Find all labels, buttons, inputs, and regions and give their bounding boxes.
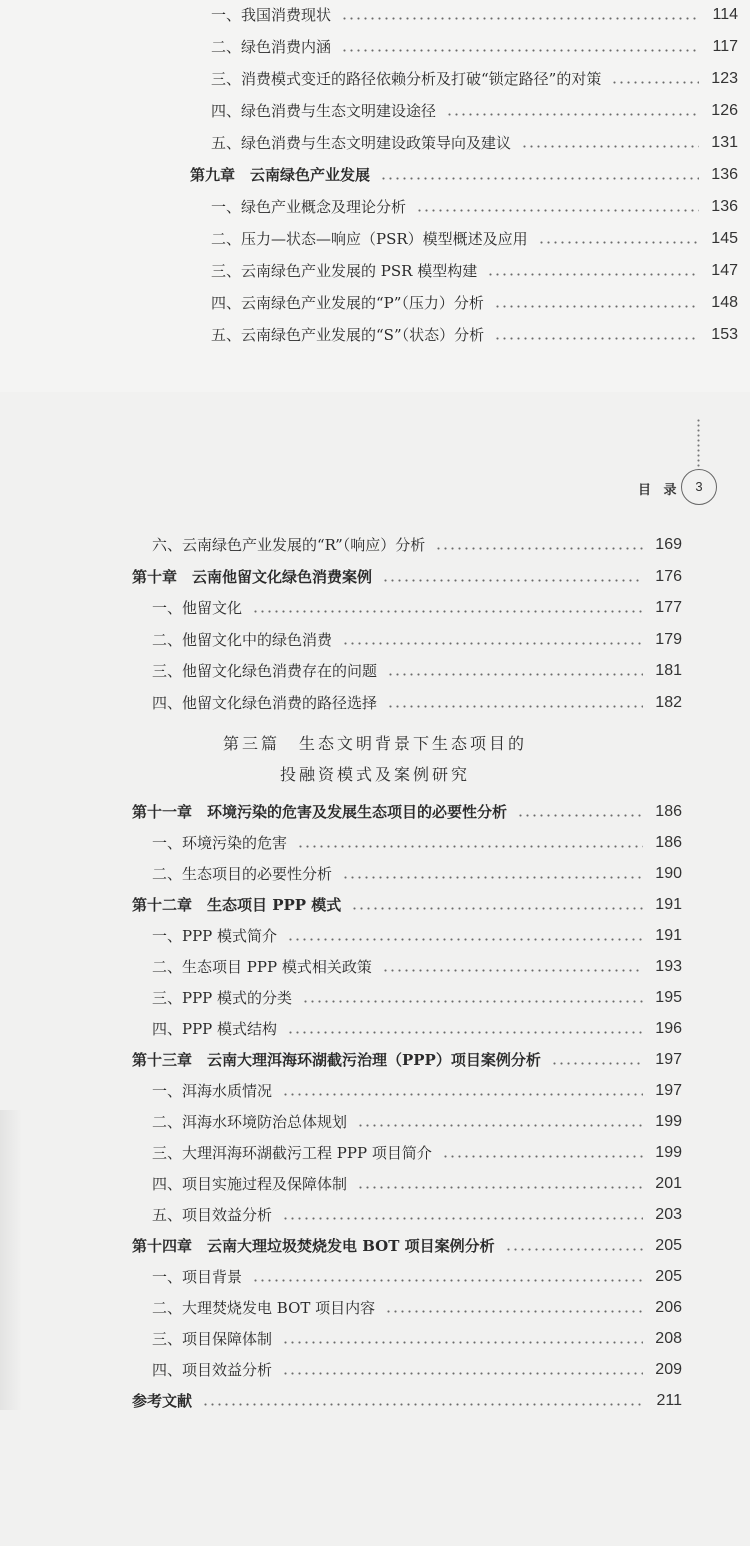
- toc-entry-page: 126: [711, 102, 738, 119]
- toc-entry-page: 193: [655, 958, 682, 975]
- toc-leader-dots: [287, 938, 643, 941]
- toc-entry-page: 177: [655, 599, 682, 616]
- toc-entry-page: 190: [655, 865, 682, 882]
- toc-entry-page: 205: [655, 1237, 682, 1254]
- running-header-label: 目 录: [638, 483, 681, 498]
- toc-section-entry[interactable]: [211, 34, 738, 60]
- toc-entry-title: 一、我国消费现状: [211, 6, 332, 24]
- toc-section-entry[interactable]: [152, 690, 682, 716]
- toc-section-entry[interactable]: [152, 1202, 682, 1228]
- toc-entry-title: 四、项目效益分析: [152, 1361, 273, 1379]
- toc-entry-title: 三、PPP 模式的分类: [152, 989, 293, 1007]
- toc-leader-dots: [342, 876, 643, 879]
- toc-entry-title: 六、云南绿色产业发展的“R”（响应）分析: [152, 536, 426, 554]
- toc-section-entry[interactable]: [211, 2, 738, 28]
- toc-entry-page: 186: [655, 803, 682, 820]
- toc-section-entry[interactable]: [152, 627, 682, 653]
- toc-leader-dots: [487, 273, 699, 276]
- part-title-line-1: 第三篇 生态文明背景下生态项目的: [222, 734, 527, 753]
- toc-entry-page: 136: [711, 198, 738, 215]
- toc-chapter-entry[interactable]: [190, 162, 738, 188]
- toc-entry-page: 203: [655, 1206, 682, 1223]
- toc-leader-dots: [611, 81, 699, 84]
- toc-leader-dots: [342, 642, 643, 645]
- toc-section-entry[interactable]: [152, 1171, 682, 1197]
- toc-entry-title: 一、绿色产业概念及理论分析: [211, 198, 407, 216]
- toc-leader-dots: [505, 1248, 644, 1251]
- toc-leader-dots: [252, 610, 643, 613]
- toc-entry-page: 179: [655, 630, 682, 648]
- toc-entry-page: 197: [655, 1051, 682, 1068]
- toc-entry-title: 一、他留文化: [152, 599, 243, 617]
- toc-entry-title: 二、生态项目的必要性分析: [152, 865, 333, 883]
- toc-leader-dots: [435, 547, 643, 550]
- toc-chapter-entry[interactable]: [132, 1047, 682, 1073]
- toc-entry-page: 148: [711, 294, 738, 311]
- toc-entry-title: 二、绿色消费内涵: [211, 38, 332, 56]
- toc-leader-dots: [282, 1341, 643, 1344]
- toc-section-entry[interactable]: [211, 98, 738, 124]
- toc-section-entry[interactable]: [211, 322, 738, 348]
- toc-entry-page: 211: [656, 1392, 682, 1409]
- toc-entry-page: 136: [711, 166, 738, 183]
- toc-entry-page: 153: [711, 326, 738, 343]
- toc-chapter-entry[interactable]: [132, 564, 682, 590]
- toc-entry-title: 第十三章 云南大理洱海环湖截污治理（PPP）项目案例分析: [132, 1051, 541, 1069]
- toc-leader-dots: [416, 209, 699, 212]
- toc-entry-page: 131: [711, 134, 738, 151]
- toc-section-entry[interactable]: [152, 923, 682, 949]
- toc-entry-page: 114: [712, 6, 738, 23]
- toc-chapter-entry[interactable]: [132, 799, 682, 825]
- toc-entry-title: 五、云南绿色产业发展的“S”（状态）分析: [211, 326, 485, 344]
- toc-section-entry[interactable]: [152, 1140, 682, 1166]
- toc-entry-title: 四、云南绿色产业发展的“P”（压力）分析: [211, 294, 484, 312]
- toc-section-entry[interactable]: [152, 595, 682, 621]
- toc-entry-title: 二、压力—状态—响应（PSR）模型概述及应用: [211, 230, 528, 248]
- toc-entry-page: 191: [655, 896, 682, 913]
- toc-section-entry[interactable]: [211, 194, 738, 220]
- toc-leader-dots: [351, 907, 643, 910]
- part-title-line-2: 投融资模式及案例研究: [279, 765, 470, 784]
- toc-entry-page: 145: [711, 230, 738, 247]
- toc-leader-dots: [382, 579, 643, 582]
- toc-leader-dots: [538, 241, 700, 244]
- toc-section-entry[interactable]: [152, 1016, 682, 1042]
- toc-leader-dots: [387, 673, 643, 676]
- toc-entry-title: 一、项目背景: [152, 1268, 243, 1286]
- toc-chapter-entry[interactable]: [132, 1388, 682, 1414]
- toc-leader-dots: [385, 1310, 643, 1313]
- toc-leader-dots: [282, 1217, 643, 1220]
- toc-entry-page: 208: [655, 1330, 682, 1347]
- toc-leader-dots: [442, 1155, 643, 1158]
- toc-entry-title: 三、消费模式变迁的路径依赖分析及打破“锁定路径”的对策: [211, 70, 602, 88]
- toc-section-entry[interactable]: [211, 258, 738, 284]
- toc-leader-dots: [382, 969, 643, 972]
- toc-entry-page: 191: [655, 927, 682, 944]
- toc-leader-dots: [282, 1372, 643, 1375]
- toc-entry-page: 197: [655, 1082, 682, 1099]
- page-edge-shadow: [0, 1110, 22, 1410]
- toc-leader-dots: [282, 1093, 643, 1096]
- toc-section-entry[interactable]: [152, 830, 682, 856]
- toc-entry-title: 二、他留文化中的绿色消费: [152, 630, 333, 649]
- toc-entry-title: 五、项目效益分析: [152, 1206, 273, 1224]
- toc-entry-page: 199: [655, 1144, 682, 1161]
- toc-entry-page: 147: [711, 262, 738, 279]
- toc-section-entry[interactable]: [152, 532, 682, 558]
- toc-entry-title: 第十四章 云南大理垃圾焚烧发电 BOT 项目案例分析: [132, 1237, 495, 1255]
- toc-entry-title: 四、绿色消费与生态文明建设途径: [211, 102, 437, 120]
- toc-leader-dots: [287, 1031, 643, 1034]
- toc-section-entry[interactable]: [211, 130, 738, 156]
- toc-section-entry[interactable]: [152, 1109, 682, 1135]
- toc-entry-page: 186: [655, 834, 682, 851]
- toc-chapter-entry[interactable]: [132, 892, 682, 918]
- toc-entry-page: 209: [655, 1361, 682, 1378]
- toc-leader-dots: [202, 1403, 644, 1406]
- toc-entry-title: 第十章 云南他留文化绿色消费案例: [132, 567, 373, 586]
- toc-leader-dots: [494, 305, 699, 308]
- toc-entry-page: 176: [655, 567, 682, 585]
- toc-section-entry[interactable]: [152, 1264, 682, 1290]
- toc-leader-dots: [521, 145, 699, 148]
- toc-entry-title: 第九章 云南绿色产业发展: [190, 166, 371, 184]
- toc-section-entry[interactable]: [152, 1357, 682, 1383]
- toc-entry-page: 206: [655, 1299, 682, 1316]
- toc-leader-dots: [357, 1186, 643, 1189]
- toc-section-entry[interactable]: [211, 66, 738, 92]
- toc-entry-title: 五、绿色消费与生态文明建设政策导向及建议: [211, 134, 512, 152]
- toc-entry-title: 二、生态项目 PPP 模式相关政策: [152, 958, 372, 976]
- toc-entry-page: 199: [655, 1113, 682, 1130]
- toc-section-entry[interactable]: [152, 861, 682, 887]
- toc-entry-title: 三、他留文化绿色消费存在的问题: [152, 662, 378, 680]
- toc-chapter-entry[interactable]: [132, 1233, 682, 1259]
- toc-section-entry[interactable]: [211, 226, 738, 252]
- toc-section-entry[interactable]: [152, 985, 682, 1011]
- toc-leader-dots: [252, 1279, 643, 1282]
- toc-leader-dots: [446, 113, 699, 116]
- toc-entry-title: 三、云南绿色产业发展的 PSR 模型构建: [211, 262, 478, 280]
- toc-leader-dots: [297, 845, 643, 848]
- toc-leader-dots: [494, 337, 699, 340]
- toc-leader-dots: [387, 705, 643, 708]
- toc-entry-page: 182: [655, 693, 682, 711]
- toc-entry-page: 169: [655, 536, 682, 553]
- toc-leader-dots: [341, 17, 700, 20]
- toc-entry-title: 三、大理洱海环湖截污工程 PPP 项目简介: [152, 1144, 432, 1162]
- toc-section-entry[interactable]: [152, 1295, 682, 1321]
- toc-entry-title: 四、项目实施过程及保障体制: [152, 1175, 348, 1193]
- header-dotted-line: [697, 418, 700, 468]
- toc-entry-page: 117: [712, 38, 738, 55]
- toc-leader-dots: [357, 1124, 643, 1127]
- toc-entry-page: 181: [655, 662, 682, 679]
- toc-leader-dots: [551, 1062, 643, 1065]
- toc-entry-page: 195: [655, 989, 682, 1006]
- toc-entry-title: 二、洱海水环境防治总体规划: [152, 1113, 348, 1131]
- toc-entry-title: 四、他留文化绿色消费的路径选择: [152, 693, 378, 712]
- toc-section-entry[interactable]: [152, 954, 682, 980]
- toc-entry-page: 201: [655, 1175, 682, 1192]
- toc-entry-title: 三、项目保障体制: [152, 1330, 273, 1348]
- toc-entry-title: 参考文献: [132, 1392, 193, 1410]
- toc-entry-title: 四、PPP 模式结构: [152, 1020, 278, 1038]
- toc-entry-page: 205: [655, 1268, 682, 1285]
- toc-entry-page: 123: [711, 70, 738, 87]
- toc-entry-title: 一、洱海水质情况: [152, 1082, 273, 1100]
- toc-section-entry[interactable]: [152, 1078, 682, 1104]
- toc-entry-title: 一、PPP 模式简介: [152, 927, 278, 945]
- toc-leader-dots: [517, 814, 643, 817]
- toc-section-entry[interactable]: [211, 290, 738, 316]
- toc-entry-title: 第十一章 环境污染的危害及发展生态项目的必要性分析: [132, 803, 508, 821]
- toc-leader-dots: [341, 49, 700, 52]
- page-number-badge: 3: [681, 469, 717, 505]
- toc-entry-title: 一、环境污染的危害: [152, 834, 288, 852]
- toc-leader-dots: [380, 177, 699, 180]
- toc-entry-page: 196: [655, 1020, 682, 1037]
- toc-entry-title: 第十二章 生态项目 PPP 模式: [132, 896, 342, 914]
- toc-section-entry[interactable]: [152, 658, 682, 684]
- toc-leader-dots: [302, 1000, 643, 1003]
- toc-section-entry[interactable]: [152, 1326, 682, 1352]
- toc-entry-title: 二、大理焚烧发电 BOT 项目内容: [152, 1299, 376, 1317]
